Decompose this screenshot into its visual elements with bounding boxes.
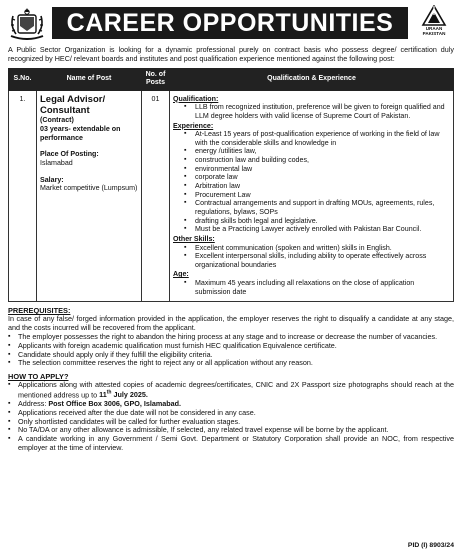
- deadline-day: 11: [99, 390, 107, 400]
- list-item: ▪ Candidate should apply only if they fulfill the eligibility criteria.: [8, 351, 454, 360]
- cell-num-posts: 01: [142, 90, 170, 302]
- list-item: ▪ The employer possesses the right to abandon the hiring process at any stage and to increase or decrease the number of vacancies.: [8, 333, 454, 342]
- deadline-month-year: July 2025.: [111, 390, 148, 400]
- address-label: Address:: [18, 399, 49, 409]
- uraan-logo-icon: [421, 5, 447, 27]
- posting-value: Islamabad: [40, 159, 73, 168]
- list-item: ▪ Excellent interpersonal skills, including ability to operate effectively across organizational boundaries: [173, 252, 450, 269]
- how-to-apply-section: [8, 372, 454, 453]
- apply-text: Applications along with attested copies of academic degrees/certificates, CNIC and 2X Passport size photographs should reach at the mentioned address up to: [18, 380, 454, 400]
- salary-label: Salary:: [40, 175, 64, 184]
- list-item: ▪ corporate law: [173, 173, 450, 182]
- post-table: [8, 68, 454, 303]
- cell-sno: 1.: [9, 90, 37, 302]
- government-emblem-icon: [8, 6, 46, 40]
- list-item: ▪ LLB from recognized institution, preference will be given to foreign qualified and LLM degree holders with valid license of Supreme Court of Pakistan.: [173, 103, 450, 120]
- header-name-of-post: Name of Post: [37, 68, 142, 90]
- uraan-pakistan-logo: [414, 5, 454, 41]
- deadline-suffix: th: [106, 389, 112, 396]
- list-item: ▪ Applicants with foreign academic qualification must furnish HEC qualification Equivalence certificate.: [8, 342, 454, 351]
- prerequisites-list: [8, 333, 454, 368]
- page-title: CAREER OPPORTUNITIES: [66, 8, 394, 37]
- table-row: [9, 90, 454, 302]
- list-item: ▪ Arbitration law: [173, 182, 450, 191]
- header-no-of-posts: No. of Posts: [142, 68, 170, 90]
- logo-text-2: PAKISTAN: [422, 30, 446, 36]
- other-skills-heading: Other Skills:: [173, 234, 215, 243]
- pid-reference: PID (I) 8903/24: [407, 541, 454, 549]
- logo-text-1: URAAN: [425, 26, 443, 31]
- prerequisites-heading: PREREQUISITES:: [8, 306, 71, 316]
- list-item: ▪ Contractual arrangements and support in drafting MOUs, agreements, rules, regulations, bylaws, SOPs: [173, 199, 450, 216]
- prerequisites-intro: In case of any false/ forged information provided in the application, the employer reserves the right to disqualify a candidate at any stage, and the costs incurred will be recovered from the applicant.: [8, 314, 454, 333]
- cell-post-details: [37, 90, 142, 302]
- intro-paragraph: A Public Sector Organization is looking for a dynamic professional purely on contract basis who possess degree/ certification duly recognized by HEC/ relevant boards and institutes and post qualification experience mentioned against the following post:: [8, 45, 454, 63]
- post-contract: (Contract): [40, 116, 74, 125]
- list-item: ▪ energy /utilities law,: [173, 147, 450, 156]
- list-item: [8, 381, 454, 400]
- header: [8, 4, 454, 42]
- list-item: ▪ The selection committee reserves the right to reject any or all application without any reason.: [8, 359, 454, 368]
- posting-label: Place Of Posting:: [40, 150, 99, 159]
- how-to-apply-heading: HOW TO APPLY?: [8, 372, 69, 382]
- cell-qualification-experience: [170, 90, 454, 302]
- list-item: ▪ Applications received after the due date will not be considered in any case.: [8, 409, 454, 418]
- list-item: ▪ Procurement Law: [173, 191, 450, 200]
- post-title: Legal Advisor/ Consultant: [40, 93, 106, 116]
- age-list: [173, 279, 450, 296]
- list-item: ▪ Maximum 45 years including all relaxations on the close of application submission date: [173, 279, 450, 296]
- header-sno: S.No.: [9, 68, 37, 90]
- age-heading: Age:: [173, 270, 189, 279]
- table-header-row: [9, 68, 454, 90]
- how-to-apply-list: [8, 381, 454, 453]
- list-item: ▪ Must be a Practicing Lawyer actively enrolled with Pakistan Bar Council.: [173, 225, 450, 234]
- list-item: ▪ Only shortlisted candidates will be called for further evaluation stages.: [8, 418, 454, 427]
- other-skills-list: [173, 244, 450, 270]
- list-item: ▪ At-Least 15 years of post-qualification experience of working in the field of law with the considerable skills and knowledge in: [173, 130, 450, 147]
- prerequisites-section: [8, 306, 454, 368]
- list-item: ▪ drafting skills both legal and legislative.: [173, 217, 450, 226]
- post-tenure: 03 years- extendable on performance: [40, 125, 121, 142]
- list-item: ▪ A candidate working in any Government / Semi Govt. Department or Statutory Corporation shall provide an NOC, from respective employer at the time of interview.: [8, 435, 454, 453]
- address-value: Post Office Box 3006, GPO, Islamabad.: [48, 399, 181, 409]
- list-item: ▪ Excellent communication (spoken and written) skills in English.: [173, 244, 450, 253]
- experience-list: [173, 130, 450, 234]
- list-item: ▪ No TA/DA or any other allowance is admissible, If selected, any related travel expense will be borne by the applicant.: [8, 426, 454, 435]
- qualification-heading: Qualification:: [173, 94, 219, 103]
- list-item: ▪ construction law and building codes,: [173, 156, 450, 165]
- experience-heading: Experience:: [173, 121, 214, 130]
- header-qualification-experience: Qualification & Experience: [170, 68, 454, 90]
- qualification-list: [173, 103, 450, 120]
- title-banner: [52, 7, 408, 39]
- list-item: ▪ environmental law: [173, 165, 450, 174]
- salary-value: Market competitive (Lumpsum): [40, 184, 138, 193]
